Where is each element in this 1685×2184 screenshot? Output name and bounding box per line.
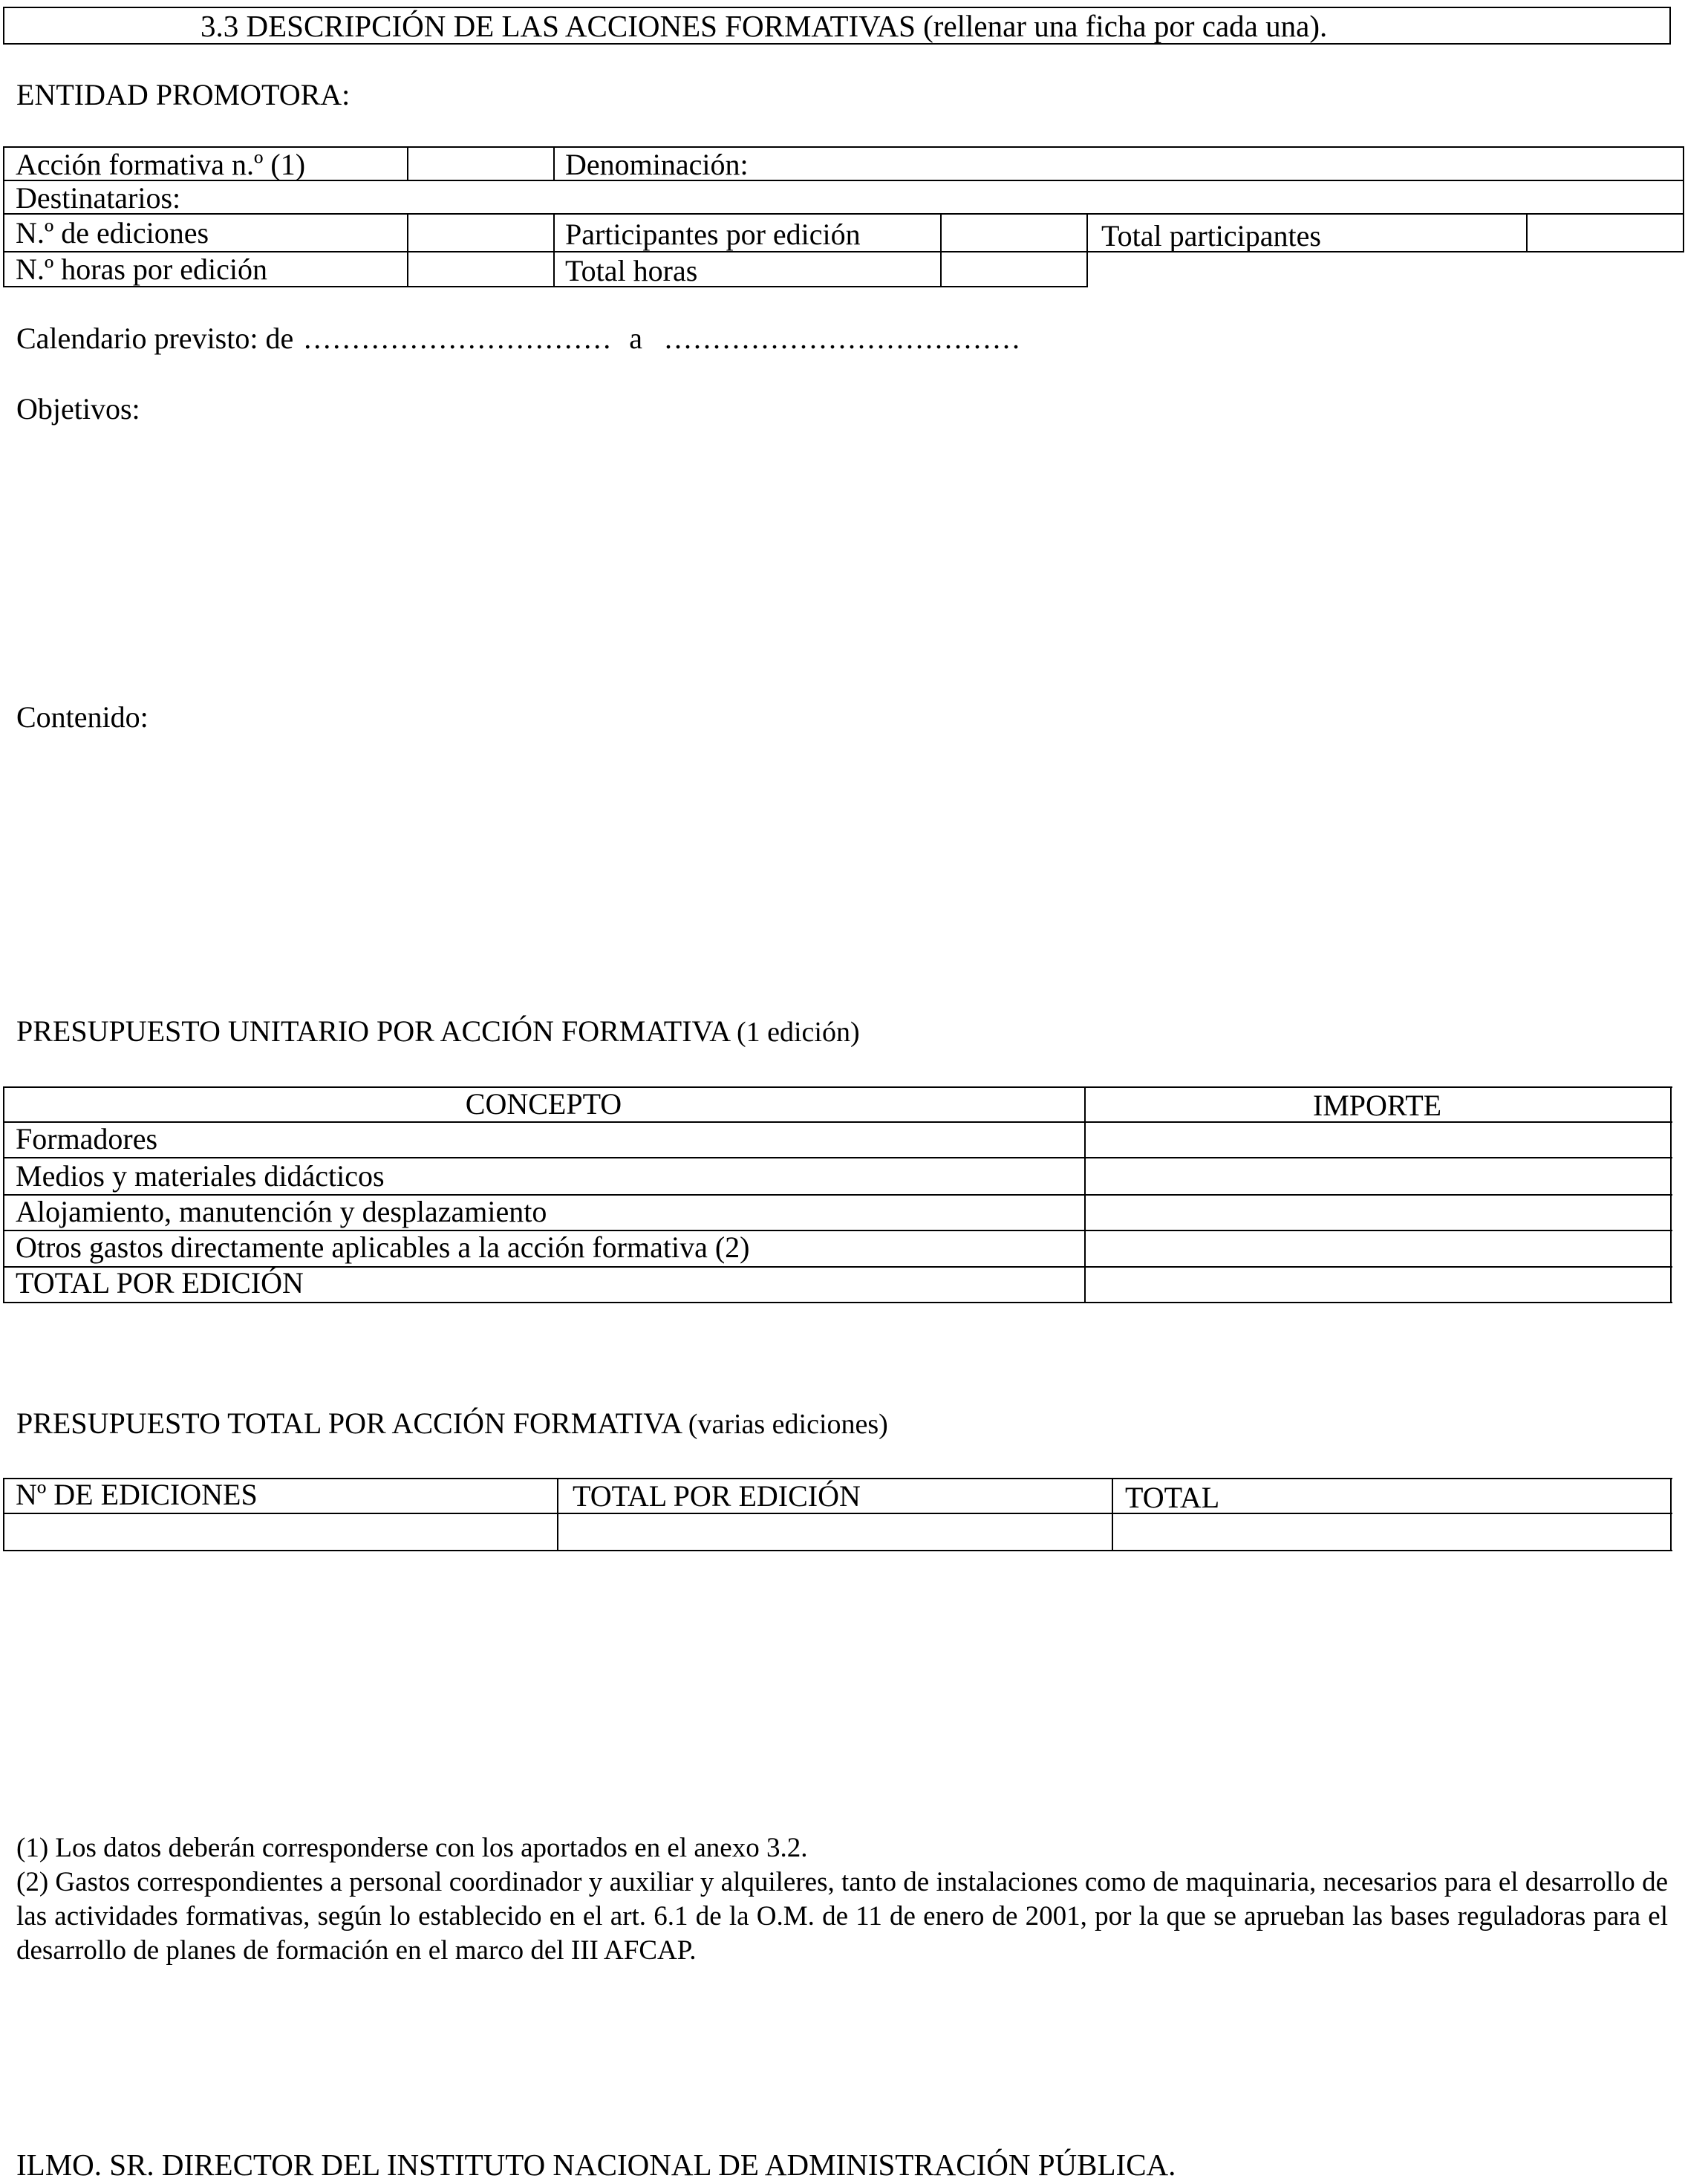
budget-unit-title <box>16 1014 860 1048</box>
budget-total-title-note: (varias ediciones) <box>688 1409 888 1440</box>
importe-field-otros[interactable] <box>1087 1232 1668 1265</box>
total-participantes-label: Total participantes <box>1101 219 1321 252</box>
contenido-label: Contenido: <box>16 700 149 734</box>
calendar-line <box>16 324 1022 353</box>
importe-field-formadores[interactable] <box>1087 1124 1668 1155</box>
budget-unit-title-text: PRESUPUESTO UNITARIO POR ACCIÓN FORMATIVA <box>16 1014 729 1048</box>
concepto-header: CONCEPTO <box>465 1087 622 1121</box>
horas-label: N.º horas por edición <box>16 252 267 286</box>
total-por-edicion-value-field[interactable] <box>560 1515 1109 1548</box>
total-header: TOTAL <box>1125 1481 1220 1514</box>
total-participantes-field[interactable] <box>1529 216 1681 249</box>
budget-row-alojamiento: Alojamiento, manutención y desplazamiento <box>16 1195 547 1228</box>
total-por-edicion-header: TOTAL POR EDICIÓN <box>573 1479 861 1513</box>
budget-row-formadores: Formadores <box>16 1122 158 1155</box>
calendar-from-field[interactable]: ................................ <box>304 322 613 355</box>
calendar-to-field[interactable]: ..................................... <box>665 322 1022 355</box>
denominacion-label: Denominación: <box>565 148 749 181</box>
ediciones-header: Nº DE EDICIONES <box>16 1478 258 1511</box>
objetivos-field[interactable] <box>16 434 1672 679</box>
accion-formativa-field[interactable] <box>410 149 551 178</box>
budget-row-total: TOTAL POR EDICIÓN <box>16 1266 304 1300</box>
destinatarios-label: Destinatarios: <box>16 181 181 215</box>
horas-field[interactable] <box>410 254 551 284</box>
calendar-connector: a <box>629 322 642 355</box>
participantes-field[interactable] <box>943 216 1084 249</box>
ediciones-field[interactable] <box>410 216 551 249</box>
importe-header: IMPORTE <box>1312 1089 1442 1122</box>
total-horas-label: Total horas <box>565 254 698 287</box>
participantes-label: Participantes por edición <box>565 218 861 251</box>
budget-total-title-text: PRESUPUESTO TOTAL POR ACCIÓN FORMATIVA <box>16 1406 681 1440</box>
accion-formativa-label: Acción formativa n.º (1) <box>16 148 306 181</box>
total-horas-field[interactable] <box>943 254 1084 284</box>
addressee: ILMO. SR. DIRECTOR DEL INSTITUTO NACIONAL DE ADMINISTRACIÓN PÚBLICA. <box>16 2148 1176 2182</box>
budget-row-medios: Medios y materiales didácticos <box>16 1159 385 1193</box>
budget-row-otros: Otros gastos directamente aplicables a la acción formativa (2) <box>16 1230 750 1264</box>
importe-field-total[interactable] <box>1087 1268 1668 1300</box>
contenido-field[interactable] <box>16 743 1672 988</box>
page-title: 3.3 DESCRIPCIÓN DE LAS ACCIONES FORMATIVAS (rellenar una ficha por cada una). <box>201 9 1328 43</box>
footnote-2: (2) Gastos correspondientes a personal coordinador y auxiliar y alquileres, tanto de instalaciones como de maquinaria, necesarios para el desarrollo de las actividades formativas, según lo establecido en el art. 6.1 de la O.M. de 11 de enero de 2001, por la que se aprueban las bases reguladoras para el desarrollo de planes de formación en el marco del III AFCAP. <box>16 1867 1668 1966</box>
importe-field-medios[interactable] <box>1087 1159 1668 1193</box>
calendar-label: Calendario previsto: de <box>16 322 294 355</box>
footnote-1: (1) Los datos deberán corresponderse con los aportados en el anexo 3.2. <box>16 1833 808 1863</box>
budget-total-title <box>16 1406 888 1440</box>
budget-unit-title-note: (1 edición) <box>736 1017 860 1048</box>
importe-field-alojamiento[interactable] <box>1087 1196 1668 1228</box>
ediciones-value-field[interactable] <box>6 1515 555 1548</box>
total-value-field[interactable] <box>1115 1515 1668 1548</box>
objetivos-label: Objetivos: <box>16 392 140 426</box>
footnotes <box>16 1831 1668 1968</box>
entity-label: ENTIDAD PROMOTORA: <box>16 78 351 111</box>
ediciones-label: N.º de ediciones <box>16 216 209 250</box>
